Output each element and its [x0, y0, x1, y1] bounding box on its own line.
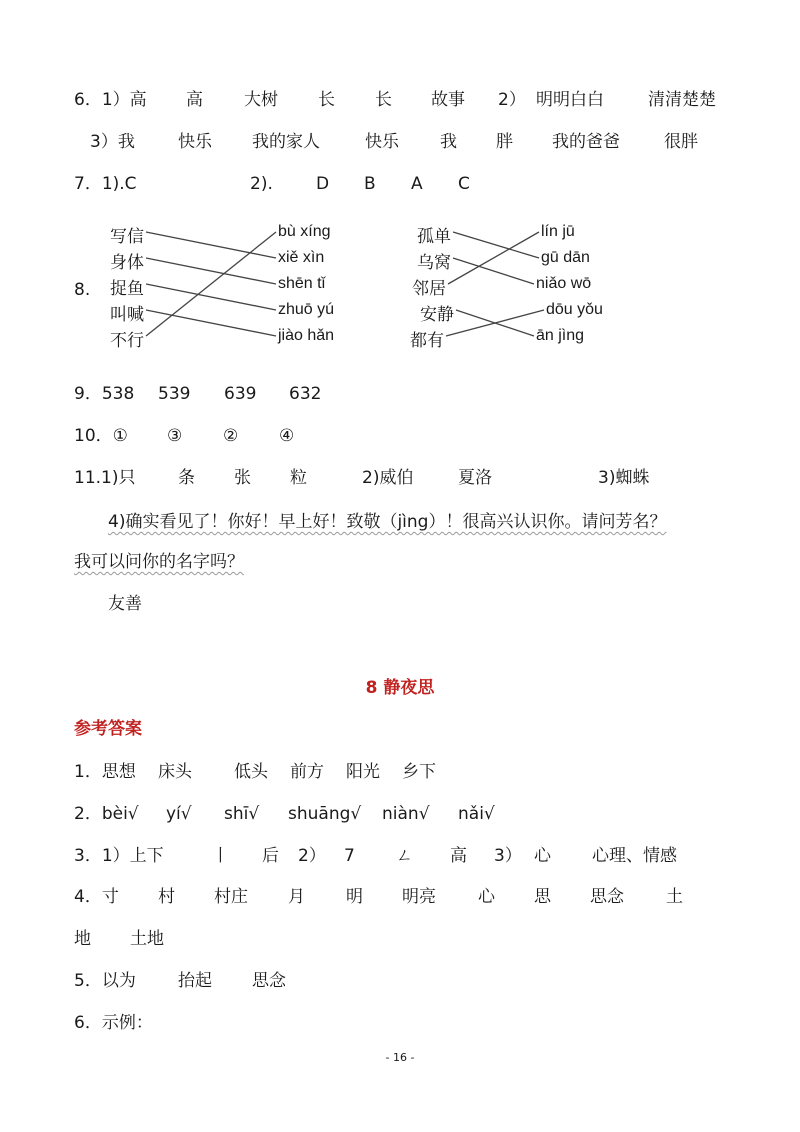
l8-q5-answer: 抬起	[178, 971, 212, 991]
q11-answer: 粒	[290, 468, 307, 488]
q8-right-pinyin: ān jìng	[536, 327, 585, 344]
q6-answer: 长	[318, 90, 335, 110]
l8-q1-answer: 乡下	[402, 762, 436, 782]
l8-q4-answer: 村	[158, 887, 175, 907]
q8-left-pinyin: bù xíng	[278, 223, 331, 240]
q11-line4: 友善	[108, 594, 142, 614]
q8-right-pinyin: lín jū	[541, 223, 575, 240]
q8-left-pinyin: xiě xìn	[278, 249, 325, 266]
page-number: - 16 -	[385, 1051, 415, 1064]
l8-q5-answer: 5．以为	[74, 971, 136, 991]
l8-q3-answer: 高	[450, 846, 467, 866]
q10-answer: 10．①	[74, 426, 128, 446]
l8-q6-line: 6．示例：	[74, 1013, 153, 1033]
l8-q4-answer: 4．寸	[74, 887, 119, 907]
match-line	[146, 258, 276, 284]
q7-answer: 2).	[250, 174, 273, 194]
l8-q3-answer: 3．1）上下	[74, 846, 164, 866]
q9-answer: 639	[224, 384, 257, 404]
q7-answer: A	[411, 174, 423, 194]
q6-answer: 2）	[498, 90, 526, 110]
l8-q3-answer: 3）	[494, 846, 522, 866]
q6-answer: 大树	[244, 90, 278, 110]
q7-answer: 7．1).C	[74, 174, 137, 194]
l8-q1-answer: 阳光	[346, 762, 380, 782]
q6-answer: 长	[375, 90, 392, 110]
l8-q1-answer: 前方	[290, 762, 324, 782]
answers-label: 参考答案	[74, 719, 142, 739]
q7-answer: B	[364, 174, 376, 194]
q6-answer: 胖	[496, 132, 513, 152]
match-line	[453, 258, 534, 284]
match-line	[453, 232, 539, 258]
q11-answer: 11.1)只	[74, 468, 136, 488]
q11-answer: 条	[178, 468, 195, 488]
q8-right-word: 都有	[410, 331, 444, 351]
l8-q4-answer: 土地	[130, 929, 164, 949]
q11-answer: 3)蜘蛛	[598, 468, 650, 488]
q8-left-pinyin: shēn tǐ	[278, 275, 326, 292]
l8-q3-answer: 心	[534, 846, 551, 866]
l8-q1-answer: 床头	[158, 762, 192, 782]
q6-answer: 我的家人	[252, 132, 320, 152]
q11-line3: 我可以问你的名字吗？	[74, 552, 244, 572]
q8-right-pinyin: dōu yǒu	[546, 301, 603, 318]
l8-q4-answer: 心	[478, 887, 495, 907]
q11-answer: 夏洛	[458, 468, 492, 488]
l8-q2-answer: shī√	[224, 804, 260, 824]
l8-q3-answer: 2）	[298, 846, 326, 866]
l8-q1-answer: 1．思想	[74, 762, 136, 782]
q8-right-word: 乌窝	[417, 253, 451, 273]
l8-q4-answer: 土	[666, 887, 683, 907]
match-line	[146, 232, 276, 336]
l8-q4-answer: 地	[74, 929, 91, 949]
q6-answer: 清清楚楚	[648, 90, 716, 110]
q8-right-pinyin: gū dān	[541, 249, 590, 266]
q10-answer: ④	[279, 426, 295, 446]
q7-answer: D	[316, 174, 330, 194]
q6-answer: 快乐	[178, 132, 212, 152]
q6-answer: 6．1）高	[74, 90, 147, 110]
match-line	[448, 232, 539, 284]
q10-answer: ②	[223, 426, 239, 446]
q7-answer: C	[458, 174, 470, 194]
l8-q4-answer: 思	[534, 887, 551, 907]
match-line	[146, 232, 276, 258]
l8-q3-answer: 后	[262, 846, 279, 866]
q11-answer: 张	[234, 468, 251, 488]
q6-answer: 我的爸爸	[552, 132, 620, 152]
lesson-title: 8 静夜思	[365, 678, 435, 698]
q10-answer: ③	[167, 426, 183, 446]
l8-q2-answer: yí√	[166, 804, 192, 824]
q6-answer: 快乐	[365, 132, 399, 152]
q8-number: 8.	[74, 280, 91, 300]
q6-answer: 很胖	[664, 132, 698, 152]
l8-q4-answer: 月	[288, 887, 305, 907]
q6-answer: 3）我	[90, 132, 135, 152]
l8-q2-answer: shuāng√	[288, 804, 362, 824]
match-line	[146, 284, 276, 310]
q8-left-pinyin: zhuō yú	[278, 301, 335, 318]
l8-q5-answer: 思念	[252, 971, 286, 991]
match-line	[446, 310, 544, 336]
q6-answer: 故事	[431, 90, 465, 110]
q11-line2: 4)确实看见了！你好！早上好！致敬（jìng）！很高兴认识你。请问芳名？	[108, 512, 667, 532]
l8-q2-answer: 2．bèi√	[74, 804, 139, 824]
q8-left-word: 捉鱼	[110, 279, 144, 299]
q9-answer: 539	[158, 384, 191, 404]
q11-answer: 2)威伯	[362, 468, 414, 488]
l8-q4-answer: 思念	[590, 887, 624, 907]
l8-q4-answer: 明	[346, 887, 363, 907]
q8-left-word: 身体	[110, 253, 144, 273]
q6-answer: 我	[440, 132, 457, 152]
q8-left-word: 叫喊	[110, 305, 144, 325]
l8-q1-answer: 低头	[234, 762, 268, 782]
match-line	[146, 310, 276, 336]
l8-q2-answer: niàn√	[382, 804, 430, 824]
l8-q3-answer: 心理、情感	[592, 846, 677, 866]
l8-q3-answer: ㄥ	[396, 846, 413, 866]
q8-right-word: 孤单	[417, 227, 451, 247]
q8-right-pinyin: niǎo wō	[536, 275, 592, 292]
l8-q3-answer: 丨	[212, 846, 229, 866]
q8-right-word: 安静	[420, 305, 454, 325]
l8-q4-answer: 明亮	[402, 887, 436, 907]
q9-answer: 9．538	[74, 384, 135, 404]
l8-q4-answer: 村庄	[214, 887, 248, 907]
q6-answer: 高	[186, 90, 203, 110]
l8-q2-answer: nǎi√	[458, 804, 495, 824]
q8-right-word: 邻居	[412, 279, 446, 299]
q8-left-word: 不行	[110, 331, 144, 351]
q6-answer: 明明白白	[536, 90, 604, 110]
q9-answer: 632	[289, 384, 322, 404]
q8-left-word: 写信	[110, 227, 144, 247]
q8-left-pinyin: jiào hǎn	[278, 327, 335, 344]
l8-q3-answer: 7	[344, 846, 355, 866]
